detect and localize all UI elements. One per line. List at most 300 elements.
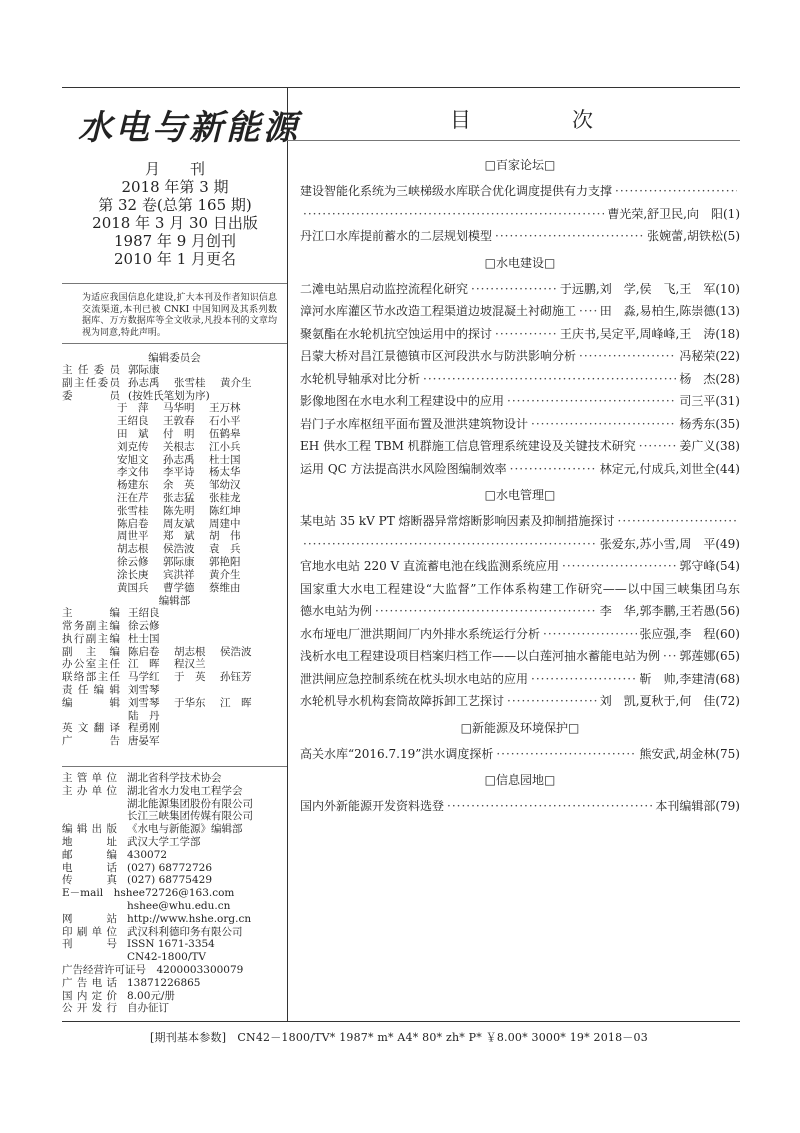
publisher-value: 武汉科利德印务有限公司: [127, 925, 243, 938]
toc-entry-line: [300, 623, 740, 646]
member-name: 蔡维由: [209, 581, 241, 594]
publisher-value: 湖北省科学技术协会: [127, 772, 222, 784]
publisher-label: 公开发行: [62, 1002, 117, 1015]
toc-entry-line: [300, 795, 740, 818]
publisher-label: 主办单位: [62, 784, 117, 797]
publisher-row: [62, 887, 234, 900]
toc-leader: [663, 645, 676, 668]
toc-entry-page: (18): [715, 326, 740, 341]
role-names: [128, 658, 220, 671]
committee-member-row: [117, 415, 255, 428]
role-label: 副 主 编: [62, 645, 120, 658]
editorial-role-row: [62, 684, 174, 697]
toc-entry-title: 影像地图在水电水利工程建设中的应用: [300, 394, 505, 408]
committee-role-row: [62, 390, 210, 403]
publisher-value: hshee@whu.edu.cn: [127, 900, 231, 912]
toc-entry-page: (10): [715, 281, 740, 296]
member-name: 侯浩波: [163, 543, 195, 556]
role-names: [128, 684, 174, 697]
publisher-label: 国内定价: [62, 989, 117, 1002]
publisher-value: 自办征订: [127, 1002, 169, 1015]
member-name: 杜士国: [209, 453, 241, 466]
staff-name: 杜士国: [128, 632, 160, 645]
toc-entry: [300, 390, 740, 413]
toc-entry-authors: 郭守峰: [679, 559, 716, 573]
role-names: [128, 710, 174, 723]
toc-entry-authors: 林定元,付成兵,刘世全: [599, 461, 716, 476]
publisher-label: 广告电话: [62, 976, 117, 989]
member-name: 张雪桂: [174, 376, 206, 389]
publisher-row: [62, 951, 206, 964]
role-names: [128, 722, 174, 735]
toc-entry-page: (13): [715, 304, 740, 318]
publisher-row: [62, 913, 251, 926]
editorial-divider: [62, 766, 287, 767]
role-label: 执行副主编: [62, 632, 120, 645]
editorial-role-row: [62, 658, 220, 671]
committee-member-row: [117, 569, 255, 582]
member-name: 付 明: [163, 428, 195, 440]
member-name: 周友斌: [163, 517, 195, 530]
committee-member-row: [117, 441, 255, 454]
toc-entry-page: (75): [715, 746, 740, 761]
member-name: 黄介生: [209, 568, 241, 581]
toc-leader: [579, 345, 676, 368]
publisher-value: 湖北能源集团股份有限公司: [127, 797, 253, 810]
member-name: 安旭文: [117, 453, 149, 466]
toc-entry-line: [300, 278, 740, 301]
toc-entry-authors: 田 淼,易柏生,陈崇德: [599, 304, 716, 318]
role-label: 主任委员: [62, 364, 120, 376]
toc-entry-line: [300, 203, 740, 226]
member-name: 陈启卷: [117, 517, 149, 530]
toc-entry: [300, 510, 740, 555]
toc-entry-line: [300, 743, 740, 766]
role-names: [128, 633, 174, 646]
staff-name: 王绍良: [128, 607, 160, 620]
toc-entry-page: (22): [715, 349, 740, 363]
toc-leader: [495, 323, 557, 346]
toc-title-divider: [287, 140, 740, 141]
publisher-row: [62, 823, 243, 836]
staff-name: 于华东: [174, 696, 206, 709]
role-names: [128, 607, 174, 620]
toc-entry-page: (44): [715, 461, 740, 476]
toc-entry-authors: 杨 杰: [679, 371, 716, 386]
toc-entry-line: [300, 225, 740, 248]
committee-member-row: [117, 543, 255, 556]
toc-entry-title: 水轮机导轴承对比分析: [300, 371, 421, 386]
member-name: 黄国兵: [117, 581, 149, 594]
member-name: 汪在芹: [117, 492, 149, 504]
toc-entry-page: (68): [715, 671, 740, 686]
committee-title: 编辑委员会: [148, 352, 201, 364]
staff-name: 马学红: [128, 671, 160, 684]
toc-entry: [300, 668, 740, 691]
role-label: 编 辑: [62, 696, 120, 709]
toc-entry: [300, 555, 740, 578]
role-label: 英文翻译: [62, 722, 120, 735]
toc-entry: [300, 690, 740, 713]
toc-entry-page: (35): [715, 416, 740, 431]
role-names: [128, 671, 266, 684]
toc-entry-authors: 张应强,李 程: [639, 626, 716, 641]
staff-name: 江 晖: [220, 696, 252, 709]
toc-entry-title: 聚氨酯在水轮机抗空蚀运用中的探讨: [300, 326, 493, 341]
toc-leader: [531, 413, 676, 436]
staff-name: 陈启卷: [128, 645, 160, 658]
toc-entry-title: 吕蒙大桥对昌江景德镇市区河段洪水与防洪影响分析: [300, 349, 577, 363]
column-divider: [287, 87, 288, 1022]
toc-entry-title: 运用 QC 方法提高洪水风险图编制效率: [300, 461, 507, 476]
toc-leader: [579, 300, 597, 323]
member-name: 胡志根: [117, 543, 149, 556]
toc-section-heading: □水电建设□: [484, 255, 556, 270]
publisher-label: 电 话: [62, 861, 117, 874]
toc-entry-title-cont: 德水电站为例: [300, 604, 373, 618]
publisher-label: 广告经营许可证号: [62, 964, 157, 976]
editorial-role-row: [62, 620, 174, 633]
role-label: 责任编辑: [62, 684, 120, 696]
member-name: 刘克传: [117, 440, 149, 453]
toc-entry: [300, 743, 740, 766]
toc-entry-authors: 郭莲娜: [679, 649, 716, 663]
member-name: 陈红坤: [209, 504, 241, 517]
member-name: 于 萍: [117, 402, 149, 415]
staff-name: 侯浩波: [220, 645, 252, 658]
toc-leader: [510, 458, 597, 481]
role-names: [128, 390, 210, 403]
publisher-row: [62, 772, 222, 785]
member-name: 马华明: [163, 402, 195, 415]
toc-entry: [300, 795, 740, 818]
publisher-value: 长江三峡集团传媒有限公司: [127, 810, 253, 823]
toc-entry-line: [300, 690, 740, 713]
role-label: 联络部主任: [62, 671, 120, 684]
toc-entry-authors: 张爱东,苏小雪,周 平: [599, 536, 716, 551]
toc-entry-title: 水轮机导水机构套筒故障拆卸工艺探讨: [300, 694, 505, 708]
editorial-role-row: [62, 671, 266, 684]
publisher-value: 武汉大学工学部: [127, 836, 201, 848]
publisher-row: [62, 862, 212, 875]
toc-leader: [303, 203, 604, 226]
toc-leader: [303, 533, 597, 556]
toc-entry-authors: 于远鹏,刘 学,侯 飞,王 军: [559, 281, 716, 296]
masthead-divider: [62, 283, 287, 284]
role-label: 委 员: [62, 389, 120, 402]
publisher-label: 地 址: [62, 836, 117, 848]
staff-name: 陆 丹: [128, 709, 160, 722]
issue-frequency: 月 刊: [144, 160, 205, 178]
staff-name: 刘雪琴: [128, 684, 160, 696]
staff-name: 唐晏军: [128, 735, 160, 748]
member-name: 张志猛: [163, 492, 195, 504]
member-name: 孙志禹: [163, 453, 195, 466]
member-name: 李文伟: [117, 466, 149, 479]
toc-entry-page: (5): [723, 229, 740, 243]
toc-entry-page: (49): [715, 536, 740, 551]
publisher-row: [62, 938, 215, 951]
publisher-value: CN42-1800/TV: [127, 951, 206, 964]
member-name: 周世平: [117, 530, 149, 543]
publisher-value: 4200003300079: [156, 964, 244, 976]
toc-leader: [543, 623, 637, 646]
publisher-row: [62, 900, 230, 913]
toc-leader: [471, 278, 557, 301]
toc-section-heading: □百家论坛□: [484, 158, 556, 172]
committee-member-row: [117, 428, 255, 441]
publisher-value: (027) 68775429: [127, 874, 213, 887]
member-name: 孙志禹: [128, 376, 160, 389]
toc-entry-title: 高关水库“2016.7.19”洪水调度探析: [300, 746, 494, 761]
toc-section-heading: □信息园地□: [484, 773, 556, 787]
member-name: 郭际康: [163, 556, 195, 568]
committee-member-row: [117, 556, 255, 569]
member-name: 杨建东: [117, 479, 149, 492]
role-label: 常务副主编: [62, 620, 120, 632]
toc-entry-authors: 杨秀东: [679, 416, 716, 431]
role-names: [128, 377, 266, 390]
toc-leader: [531, 668, 637, 691]
toc-entry-line: [300, 390, 740, 413]
toc-entry-title: 国内外新能源开发资料选登: [300, 799, 445, 813]
publisher-label: 编辑出版: [62, 823, 117, 836]
member-name: 邹幼汉: [209, 479, 241, 492]
member-name: 袁 兵: [209, 543, 241, 556]
member-name: (按姓氏笔划为序): [128, 389, 210, 402]
member-name: 郑 斌: [163, 530, 195, 543]
toc-leader: [507, 690, 597, 713]
toc-entry-title: EH 供水工程 TBM 机群施工信息管理系统建设及关键技术研究: [300, 439, 636, 453]
role-names: [128, 735, 174, 748]
toc-leader: [618, 510, 737, 533]
member-name: 周建中: [209, 517, 241, 530]
toc-entry-authors: 张婉蕾,胡铁松: [647, 229, 723, 243]
member-name: 田 斌: [117, 428, 149, 440]
toc-entry-authors: 司三平: [679, 394, 716, 408]
journal-logo: 水电与新能源: [78, 108, 300, 148]
toc-entry-title: 二滩电站黑启动监控流程化研究: [300, 281, 469, 296]
publisher-label: 刊 号: [62, 938, 117, 951]
member-name: 江小兵: [209, 440, 241, 453]
toc-entry-line: [300, 600, 740, 623]
editorial-title: 编辑部: [158, 595, 191, 608]
toc-entry-title: 某电站 35 kV PT 熔断器异常熔断影响因素及抑制措施探讨: [300, 514, 615, 528]
member-name: 张雪桂: [117, 504, 149, 517]
committee-role-row: [62, 377, 266, 390]
toc-entry: [300, 645, 740, 668]
member-name: 黄介生: [220, 376, 252, 389]
committee-member-row: [117, 479, 255, 492]
role-label: 广 告: [62, 735, 120, 748]
committee-role-row: [62, 364, 174, 377]
toc-entry: [300, 323, 740, 346]
publisher-label: 传 真: [62, 874, 117, 887]
toc-entry: [300, 623, 740, 646]
publisher-label: 主管单位: [62, 772, 117, 784]
publisher-value: (027) 68772726: [127, 861, 213, 874]
toc-entry-authors: 曹光荣,舒卫民,向 阳: [607, 206, 723, 221]
journal-basic-params: [期刊基本参数] CN42－1800/TV* 1987* m* A4* 80* zh* P* ￥8.00* 3000* 19* 2018－03: [150, 1031, 648, 1044]
staff-name: 孙钰芳: [220, 671, 252, 684]
publisher-label: E－mail: [62, 887, 114, 900]
copyright-notice: 为适应我国信息化建设,扩大本刊及作者知识信息交流渠道,本刊已被 CNKI 中国知网及其系列数据库、万方数据库等全文收录,凡投本刊的文章均视为同意,特此声明。: [82, 293, 277, 338]
committee-member-row: [117, 505, 255, 518]
toc-entry: [300, 300, 740, 323]
publisher-value: 430072: [127, 848, 168, 861]
toc-entry: [300, 435, 740, 458]
bottom-rule: [62, 1021, 740, 1022]
toc-entry-page: (54): [715, 559, 740, 573]
toc-entry-line: [300, 300, 740, 323]
toc-leader: [615, 180, 737, 203]
publisher-row: [62, 977, 201, 990]
toc-entry-authors: 本刊编辑部: [655, 799, 716, 813]
publisher-row: [62, 810, 253, 823]
publisher-value: hshee72726@163.com: [113, 887, 235, 900]
committee-member-row: [117, 454, 255, 467]
toc-entry-page: (31): [715, 394, 740, 408]
issue-volume: 第 32 卷(总第 165 期): [98, 196, 252, 214]
role-names: [128, 646, 266, 659]
member-name: 徐云修: [117, 556, 149, 568]
toc-leader: [507, 390, 676, 413]
toc-entry-page: (60): [715, 626, 740, 641]
toc-leader: [496, 743, 636, 766]
toc-entry-title: 丹江口水库提前蓄水的二层规划模型: [300, 229, 493, 243]
staff-name: 程汉兰: [174, 658, 206, 671]
member-name: 伍鹤皋: [209, 428, 241, 440]
editorial-role-row: [62, 646, 266, 659]
founded-date: 1987 年 9 月创刊: [113, 232, 237, 250]
publisher-label: 邮 编: [62, 848, 117, 861]
publisher-value: http://www.hshe.org.cn: [127, 912, 252, 925]
toc-entry-line: [300, 555, 740, 578]
toc-entry-line: [300, 413, 740, 436]
toc-entry: [300, 458, 740, 481]
role-names: [128, 620, 174, 633]
toc-entry: [300, 413, 740, 436]
publisher-row: [62, 1002, 169, 1015]
committee-member-row: [117, 492, 255, 505]
publisher-label: 印刷单位: [62, 925, 117, 938]
editorial-role-row: [62, 722, 174, 735]
committee-member-row: [117, 402, 255, 415]
toc-entry-authors: 熊安武,胡金林: [639, 746, 716, 761]
toc-entry-title: 官地水电站 220 V 直流蓄电池在线监测系统应用: [300, 559, 560, 573]
role-label: 主 编: [62, 607, 120, 620]
member-name: 宾洪祥: [163, 568, 195, 581]
toc-entry-authors: 冯秘荣: [679, 349, 716, 363]
staff-name: 于 英: [174, 671, 206, 684]
editorial-role-row: [62, 710, 174, 723]
toc-entry-title: 国家重大水电工程建设“大监督”工作体系构建工作研究——以中国三峡集团乌东: [300, 581, 740, 596]
toc-entry-line: [300, 533, 740, 556]
toc-leader: [375, 600, 597, 623]
member-name: 郭际康: [128, 364, 160, 376]
toc-entry-line: [300, 435, 740, 458]
publisher-row: [62, 836, 201, 849]
staff-name: 刘雪琴: [128, 696, 160, 709]
editorial-role-row: [62, 633, 174, 646]
publisher-row: [62, 849, 167, 862]
publisher-row: [62, 798, 253, 811]
issue-date: 2018 年 3 月 30 日出版: [92, 214, 258, 232]
editorial-role-row: [62, 735, 174, 748]
staff-name: 胡志根: [174, 645, 206, 658]
toc-entry-title: 漳河水库灌区节水改造工程渠道边坡混凝土衬砌施工: [300, 304, 577, 318]
toc-entry-page: (38): [715, 439, 740, 453]
staff-name: 江 晖: [128, 658, 160, 671]
issue-number: 2018 年第 3 期: [121, 178, 229, 196]
toc-entry-line: [300, 668, 740, 691]
publisher-row: [62, 874, 212, 887]
toc-entry-line: [300, 645, 740, 668]
toc-leader: [423, 368, 676, 391]
role-names: [128, 364, 174, 377]
publisher-row: [62, 926, 243, 939]
member-name: 李平诗: [163, 466, 195, 479]
publisher-value: 8.00元/册: [127, 989, 175, 1002]
publisher-value: ISSN 1671-3354: [127, 938, 215, 951]
member-name: 王绍良: [117, 415, 149, 428]
toc-entry-line: [300, 345, 740, 368]
toc-entry: [300, 345, 740, 368]
toc-entry-title: 浅析水电工程建设项目档案归档工作——以白莲河抽水蓄能电站为例: [300, 649, 661, 663]
toc-entry-line: [300, 323, 740, 346]
member-name: 石小平: [209, 415, 241, 428]
member-name: 杨太华: [209, 466, 241, 479]
toc-leader: [447, 795, 652, 818]
publisher-value: 湖北省水力发电工程学会: [127, 784, 243, 797]
toc-entry-authors: 靳 帅,李建清: [639, 671, 716, 686]
toc-section-heading: □新能源及环境保护□: [460, 720, 580, 735]
toc-section-heading: □水电管理□: [484, 488, 556, 502]
member-name: 关根志: [163, 440, 195, 453]
toc-entry: [300, 225, 740, 248]
toc-entry: [300, 578, 740, 623]
member-name: 王敦春: [163, 415, 195, 428]
notice-divider: [62, 343, 287, 344]
toc-leader: [639, 435, 677, 458]
toc-entry-page: (28): [715, 371, 740, 386]
toc-entry-page: (72): [715, 694, 740, 708]
toc-entry: [300, 278, 740, 301]
toc-entry-page: (65): [715, 649, 740, 663]
member-name: 涂长庚: [117, 568, 149, 581]
top-rule: [62, 87, 740, 88]
toc-entry-title: 水布垭电厂泄洪期间厂内外排水系统运行分析: [300, 626, 541, 641]
member-name: 余 英: [163, 479, 195, 492]
toc-entry: [300, 180, 740, 225]
publisher-value: 《水电与新能源》编辑部: [127, 823, 243, 836]
toc-entry-page: (79): [715, 799, 740, 813]
toc-leader: [562, 555, 676, 578]
editorial-role-row: [62, 697, 266, 710]
committee-member-row: [117, 518, 255, 531]
toc-leader: [495, 225, 644, 248]
member-name: 张桂龙: [209, 492, 241, 504]
editorial-role-row: [62, 607, 174, 620]
toc-entry-line: [300, 458, 740, 481]
publisher-row: [62, 990, 175, 1003]
toc-entry-line: [300, 180, 740, 203]
toc-entry-title: 建设智能化系统为三峡梯级水库联合优化调度提供有力支撑: [300, 184, 613, 198]
toc-entry-line: [300, 368, 740, 391]
member-name: 陈先明: [163, 504, 195, 517]
publisher-label: 网 站: [62, 912, 117, 925]
renamed-date: 2010 年 1 月更名: [113, 250, 237, 268]
